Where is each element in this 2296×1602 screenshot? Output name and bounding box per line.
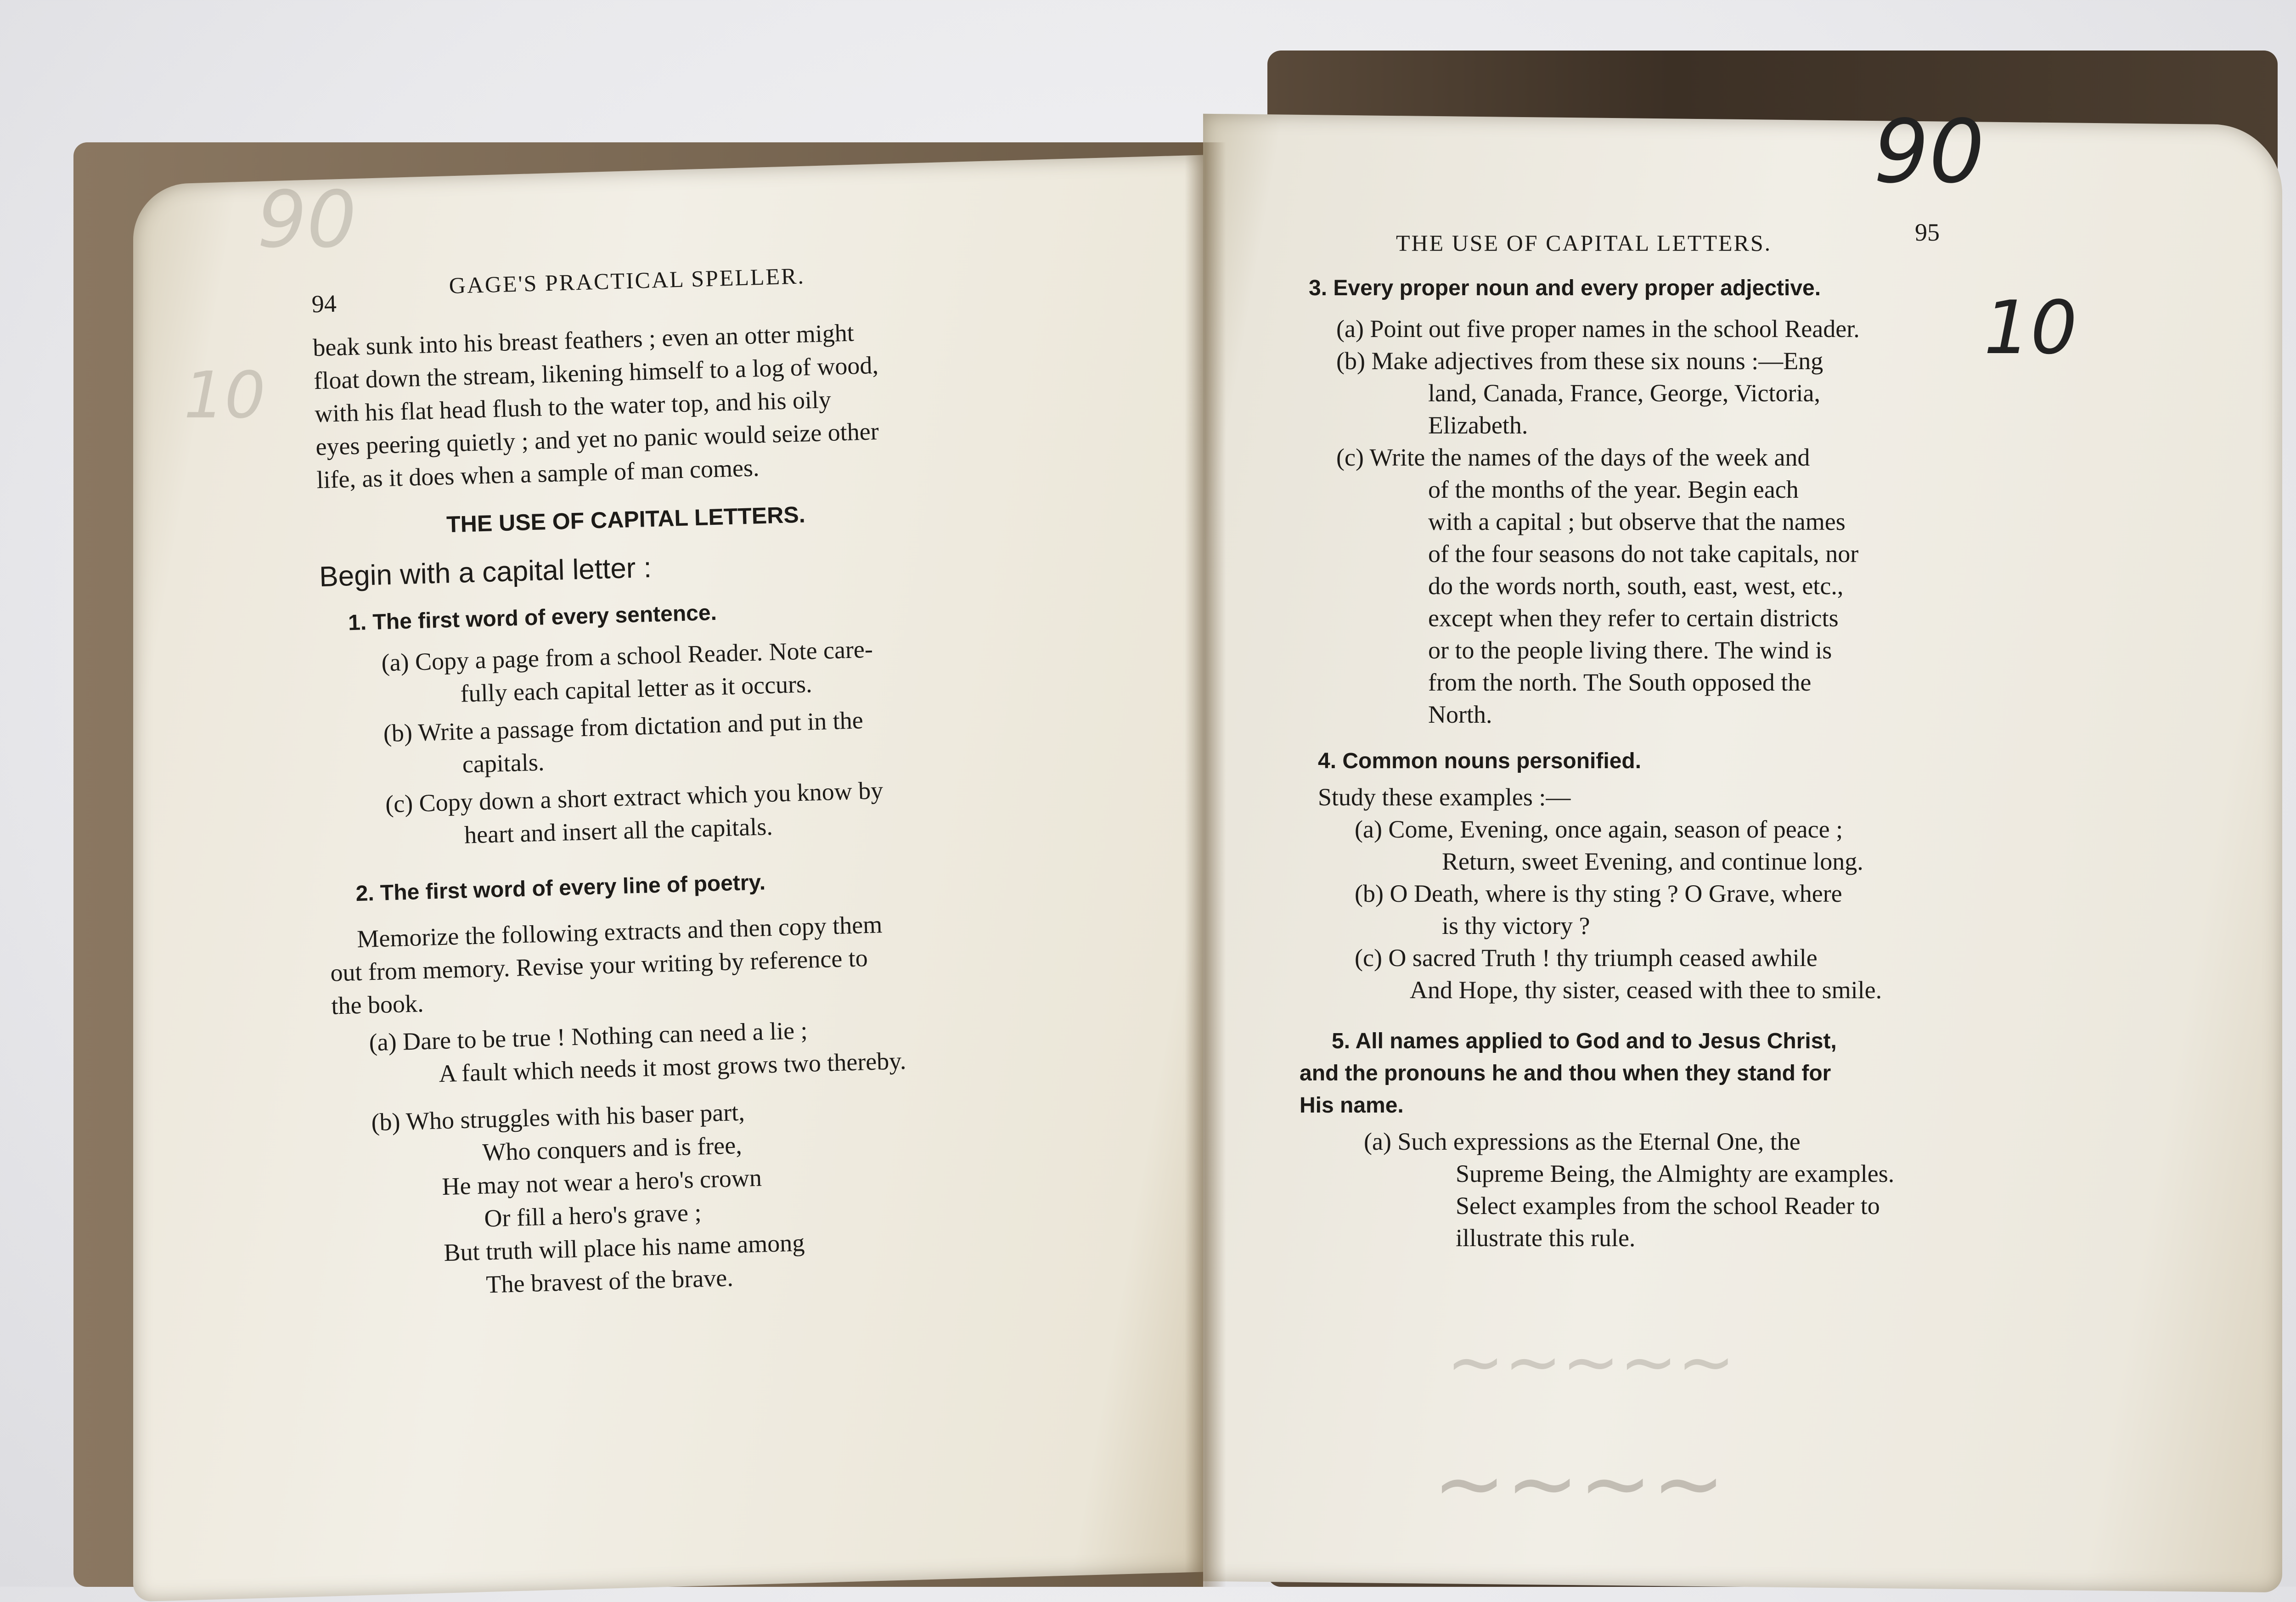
- text-line: But truth will place his name among: [443, 1229, 805, 1267]
- text-line: (a) Point out five proper names in the school Reader.: [1336, 315, 1860, 343]
- rule-heading: 2. The first word of every line of poetry.: [355, 870, 766, 906]
- text-line: Who conquers and is free,: [482, 1131, 743, 1166]
- text-line: (a) Come, Evening, once again, season of peace ;: [1355, 815, 1843, 843]
- text-line: The bravest of the brave.: [485, 1264, 734, 1298]
- text-line: Study these examples :—: [1318, 783, 1571, 811]
- text-line: out from memory. Revise your writing by reference to: [330, 944, 868, 987]
- text-line: fully each capital letter as it occurs.: [460, 670, 813, 708]
- rule-heading: and the pronouns he and thou when they stand for: [1300, 1061, 1831, 1085]
- text-line: of the four seasons do not take capitals, nor: [1428, 540, 1859, 568]
- handwritten-number: 90: [1874, 101, 1985, 202]
- rule-heading: His name.: [1300, 1093, 1404, 1118]
- text-line: And Hope, thy sister, ceased with thee to smile.: [1410, 976, 1882, 1004]
- text-line: (b) Who struggles with his baser part,: [371, 1098, 745, 1136]
- text-line: Memorize the following extracts and then copy them: [356, 911, 883, 953]
- text-line: (c) O sacred Truth ! thy triumph ceased awhile: [1355, 944, 1818, 972]
- text-line: He may not wear a hero's crown: [441, 1164, 762, 1201]
- intro-line: Begin with a capital letter :: [319, 551, 652, 593]
- text-line: with a capital ; but observe that the names: [1428, 508, 1846, 535]
- section-title: THE USE OF CAPITAL LETTERS.: [446, 501, 806, 538]
- text-line: (b) O Death, where is thy sting ? O Grave, where: [1355, 880, 1842, 907]
- text-line: (a) Such expressions as the Eternal One, the: [1364, 1128, 1801, 1155]
- text-line: (a) Dare to be true ! Nothing can need a lie ;: [368, 1016, 808, 1057]
- text-line: eyes peering quietly ; and yet no panic would seize other: [315, 417, 879, 461]
- text-line: Return, sweet Evening, and continue long.: [1442, 848, 1863, 875]
- text-line: (a) Copy a page from a school Reader. Note care-: [381, 635, 873, 677]
- text-line: North.: [1428, 701, 1492, 728]
- text-line: beak sunk into his breast feathers ; even an otter might: [312, 319, 855, 362]
- faded-pencil-mark: ~~~~: [1433, 1433, 1725, 1534]
- faded-pencil-mark: ~~~~~: [1446, 1322, 1735, 1402]
- text-line: or to the people living there. The wind is: [1428, 636, 1832, 664]
- text-line: illustrate this rule.: [1456, 1224, 1636, 1252]
- text-line: from the north. The South opposed the: [1428, 669, 1812, 696]
- rule-heading: 3. Every proper noun and every proper adjective.: [1309, 276, 1821, 300]
- left-page-number: 94: [311, 289, 337, 318]
- rule-heading: 1. The first word of every sentence.: [348, 600, 717, 635]
- text-line: Select examples from the school Reader to: [1456, 1192, 1880, 1220]
- text-line: A fault which needs it most grows two thereby.: [438, 1046, 906, 1088]
- right-running-head: THE USE OF CAPITAL LETTERS.: [1396, 230, 1772, 256]
- left-running-head: GAGE'S PRACTICAL SPELLER.: [448, 263, 805, 298]
- text-line: land, Canada, France, George, Victoria,: [1428, 379, 1820, 407]
- text-line: is thy victory ?: [1442, 912, 1590, 939]
- text-line: (b) Write a passage from dictation and put in the: [383, 706, 864, 748]
- text-line: (b) Make adjectives from these six nouns :—Eng: [1336, 347, 1823, 375]
- text-line: with his flat head flush to the water top, and his oily: [314, 385, 832, 428]
- right-page-number: 95: [1915, 219, 1940, 246]
- text-line: capitals.: [462, 748, 545, 778]
- faded-pencil-mark: 90: [257, 174, 357, 265]
- text-line: except when they refer to certain districts: [1428, 604, 1839, 632]
- text-line: (c) Copy down a short extract which you know by: [385, 776, 884, 818]
- text-line: Supreme Being, the Almighty are examples.: [1456, 1160, 1895, 1187]
- handwritten-number: 10: [1984, 285, 2077, 371]
- rule-heading: 4. Common nouns personified.: [1318, 749, 1642, 773]
- text-line: Or fill a hero's grave ;: [484, 1198, 702, 1232]
- text-line: do the words north, south, east, west, etc.,: [1428, 572, 1844, 600]
- faded-pencil-mark: 10: [184, 358, 266, 433]
- text-line: of the months of the year. Begin each: [1428, 476, 1799, 503]
- rule-heading: 5. All names applied to God and to Jesus Christ,: [1332, 1029, 1837, 1053]
- text-line: float down the stream, likening himself to a log of wood,: [313, 351, 879, 395]
- text-line: Elizabeth.: [1428, 411, 1528, 439]
- text-line: the book.: [331, 989, 424, 1020]
- text-line: heart and insert all the capitals.: [464, 812, 773, 849]
- text-line: life, as it does when a sample of man comes.: [316, 454, 760, 494]
- text-line: (c) Write the names of the days of the week and: [1336, 444, 1810, 471]
